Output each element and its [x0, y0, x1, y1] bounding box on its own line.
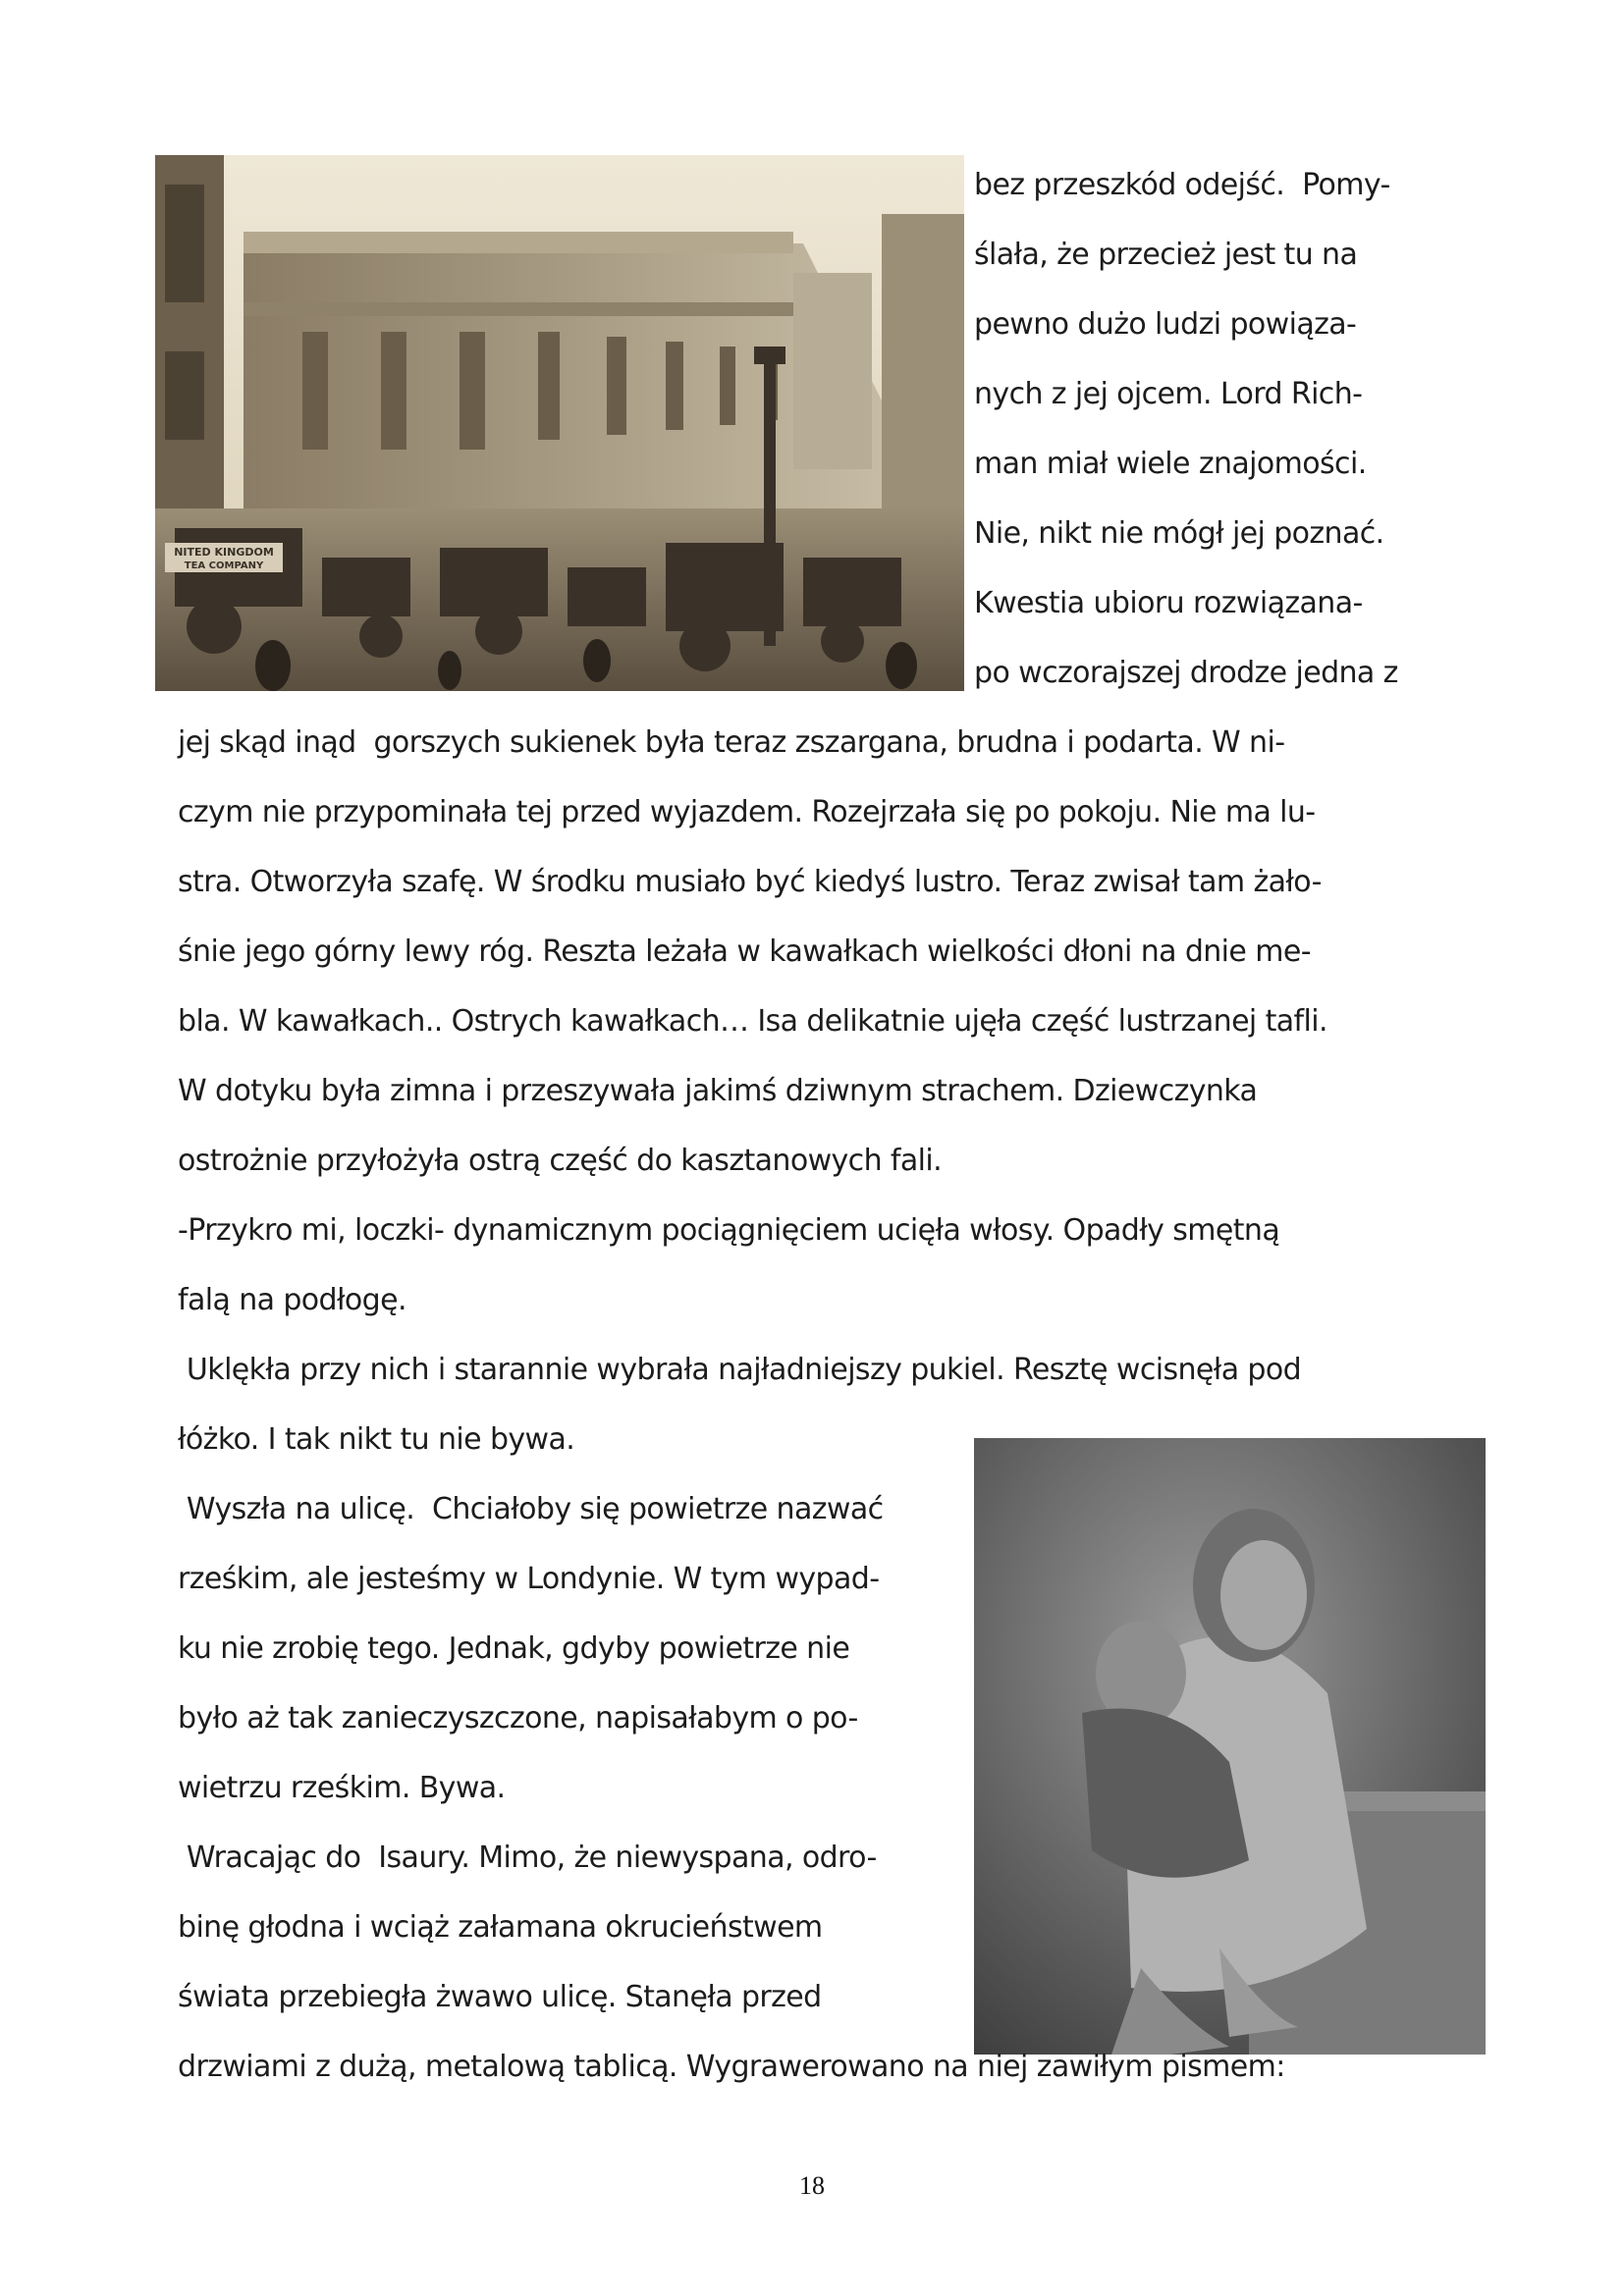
- text-line-3: pewno dużo ludzi powiąza-: [974, 307, 1357, 342]
- text-line-2: ślała, że przecież jest tu na: [974, 238, 1358, 272]
- text-line-12: śnie jego górny lewy róg. Reszta leżała w kawałkach wielkości dłoni na dnie me-: [178, 934, 1311, 969]
- text-line-13: bla. W kawałkach.. Ostrych kawałkach… Isa delikatnie ujęła część lustrzanej tafli.: [178, 1004, 1327, 1039]
- text-line-22: ku nie zrobię tego. Jednak, gdyby powietrze nie: [178, 1631, 850, 1666]
- text-line-28: drzwiami z dużą, metalową tablicą. Wygrawerowano na niej zawiłym pismem:: [178, 2050, 1285, 2084]
- children-photo: [974, 1438, 1486, 2055]
- sepia-london-street-icon: [155, 155, 964, 691]
- text-line-4: nych z jej ojcem. Lord Rich-: [974, 377, 1363, 411]
- text-line-16: -Przykro mi, loczki- dynamicznym pociągnięciem ucięła włosy. Opadły smętną: [178, 1213, 1280, 1248]
- text-line-6: Nie, nikt nie mógł jej poznać.: [974, 516, 1384, 551]
- text-line-7: Kwestia ubioru rozwiązana-: [974, 586, 1363, 620]
- svg-text:TEA COMPANY: TEA COMPANY: [184, 561, 264, 571]
- text-line-15: ostrożnie przyłożyła ostrą część do kasztanowych fali.: [178, 1144, 943, 1178]
- text-line-17: falą na podłogę.: [178, 1283, 406, 1317]
- text-line-19: łóżko. I tak nikt tu nie bywa.: [178, 1422, 575, 1457]
- text-line-21: rześkim, ale jesteśmy w Londynie. W tym wypad-: [178, 1562, 880, 1596]
- text-line-5: man miał wiele znajomości.: [974, 447, 1367, 481]
- text-line-24: wietrzu rześkim. Bywa.: [178, 1771, 506, 1805]
- text-line-10: czym nie przypominała tej przed wyjazdem. Rozejrzała się po pokoju. Nie ma lu-: [178, 795, 1316, 829]
- text-line-25: Wracając do Isaury. Mimo, że niewyspana, odro-: [178, 1841, 877, 1875]
- text-line-18: Uklękła przy nich i starannie wybrała najładniejszy pukiel. Resztę wcisnęła pod: [178, 1353, 1302, 1387]
- london-street-photo: [155, 155, 964, 691]
- text-line-20: Wyszła na ulicę. Chciałoby się powietrze nazwać: [178, 1492, 884, 1526]
- text-line-9: jej skąd inąd gorszych sukienek była teraz zszargana, brudna i podarta. W ni-: [178, 725, 1285, 760]
- text-line-1: bez przeszkód odejść. Pomy-: [974, 168, 1390, 202]
- svg-text:NITED KINGDOM: NITED KINGDOM: [174, 546, 274, 559]
- text-line-11: stra. Otworzyła szafę. W środku musiało być kiedyś lustro. Teraz zwisał tam żało-: [178, 865, 1322, 899]
- text-line-14: W dotyku była zimna i przeszywała jakimś dziwnym strachem. Dziewczynka: [178, 1074, 1258, 1108]
- text-line-23: było aż tak zanieczyszczone, napisałabym o po-: [178, 1701, 858, 1735]
- text-line-8: po wczorajszej drodze jedna z: [974, 656, 1398, 690]
- text-line-27: świata przebiegła żwawo ulicę. Stanęła przed: [178, 1980, 822, 2014]
- text-line-26: binę głodna i wciąż załamana okrucieństwem: [178, 1910, 823, 1945]
- page-number: 18: [799, 2171, 825, 2200]
- girl-embracing-child-icon: [974, 1438, 1486, 2055]
